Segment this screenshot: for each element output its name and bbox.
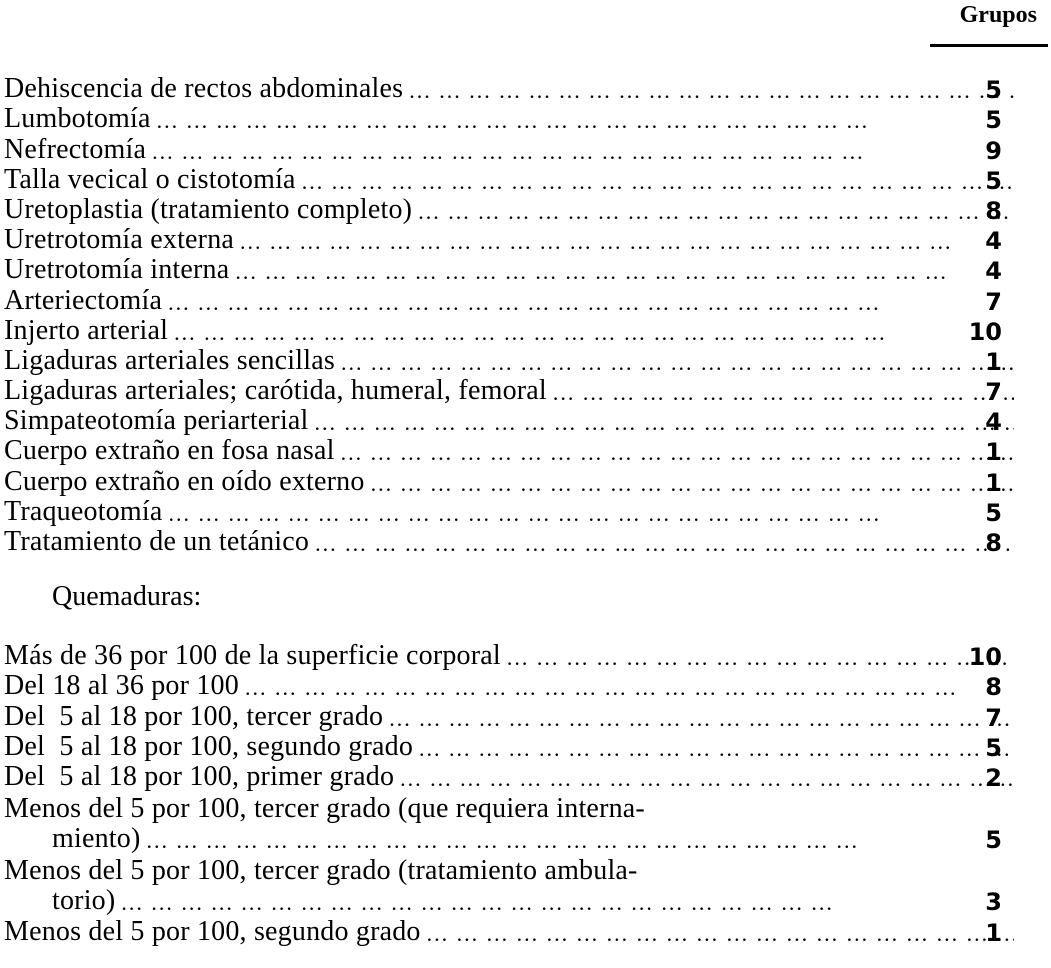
row-label: Simpateotomía periarterial (4, 405, 309, 437)
dot-leader (302, 166, 1014, 195)
row-label: Injerto arterial (4, 314, 169, 346)
row-grupo: 1 (985, 438, 1002, 467)
row-grupo: 4 (985, 408, 1002, 437)
row-grupo: 3 (985, 888, 1002, 917)
dot-leader (235, 259, 1014, 285)
dot-leader (371, 468, 1014, 497)
row-label: Uretrotomía interna (4, 254, 230, 286)
table-row (4, 732, 1044, 762)
row-label: Del 5 al 18 por 100, tercer grado (4, 700, 384, 732)
row-label: Nefrectomía (4, 133, 147, 165)
table-row (4, 701, 1044, 731)
header-rule (930, 44, 1048, 47)
dot-leader (168, 287, 1014, 316)
row-grupo: 9 (985, 136, 1002, 165)
row-label: Tratamiento de un tetánico (4, 526, 310, 557)
row-grupo: 5 (985, 733, 1002, 762)
dot-leader (341, 440, 1014, 466)
table-row (4, 165, 1044, 195)
dot-leader (341, 347, 1014, 376)
row-label: Del 18 al 36 por 100 (4, 670, 239, 702)
dot-leader (168, 498, 1014, 527)
table-row (4, 104, 1044, 134)
dot-leader (121, 890, 1014, 916)
row-grupo: 10 (968, 643, 1002, 672)
table-row (4, 225, 1044, 255)
table-row (4, 316, 1044, 346)
row-label-line1: Menos del 5 por 100, tercer grado (que requiera interna- (4, 792, 645, 824)
row-grupo: 5 (985, 498, 1002, 527)
table-row-wrapped-line (4, 792, 1044, 824)
table-row (4, 376, 1044, 406)
row-grupo: 1 (985, 918, 1002, 947)
row-label-line2: miento) (52, 823, 141, 855)
table-row (4, 886, 1044, 916)
row-grupo: 8 (985, 529, 1002, 557)
row-grupo: 4 (985, 227, 1002, 256)
dot-leader (157, 108, 1014, 134)
dot-leader (315, 410, 1014, 436)
row-grupo: 5 (985, 826, 1002, 855)
row-label: Menos del 5 por 100, segundo grado (4, 915, 421, 947)
table-row (4, 641, 1044, 671)
table-row (4, 762, 1044, 792)
row-grupo: 7 (985, 703, 1002, 732)
row-label: Ligaduras arteriales; carótida, humeral, femoral (4, 375, 547, 407)
table-row (4, 406, 1044, 436)
table-row (4, 285, 1044, 315)
table-row (4, 195, 1044, 225)
dot-leader (240, 229, 1014, 255)
row-label: Más de 36 por 100 de la superficie corporal (4, 640, 501, 672)
row-label: Uretoplastia (tratamiento completo) (4, 193, 413, 225)
table-row (4, 671, 1044, 701)
table-row (4, 466, 1044, 496)
row-grupo: 4 (985, 257, 1002, 286)
row-grupo: 7 (985, 378, 1002, 407)
table-row (4, 916, 1044, 946)
dot-leader (245, 675, 1014, 701)
table-row (4, 436, 1044, 466)
table-row (4, 346, 1044, 376)
row-label: Del 5 al 18 por 100, segundo grado (4, 730, 414, 762)
dot-leader (400, 763, 1014, 792)
dot-leader (147, 828, 1015, 854)
dot-leader (152, 136, 1014, 165)
table-row (4, 527, 1044, 557)
row-label-line2: torio) (52, 885, 116, 917)
row-label: Uretrotomía externa (4, 224, 235, 256)
dot-leader (389, 703, 1014, 732)
table-row (4, 134, 1044, 164)
row-grupo: 1 (985, 347, 1002, 376)
dot-leader (507, 645, 1014, 671)
row-label: Cuerpo extraño en oído externo (4, 465, 365, 497)
row-grupo: 7 (985, 287, 1002, 316)
row-label: Cuerpo extraño en fosa nasal (4, 435, 335, 467)
row-label: Dehiscencia de rectos abdominales (4, 73, 404, 105)
row-grupo: 5 (985, 166, 1002, 195)
row-grupo: 8 (985, 673, 1002, 702)
dot-leader (315, 531, 1014, 557)
row-grupo: 2 (985, 763, 1002, 792)
table-row (4, 497, 1044, 527)
row-label: Traqueotomía (4, 495, 163, 527)
table-row (4, 255, 1044, 285)
row-label: Lumbotomía (4, 103, 151, 135)
row-label: Arteriectomía (4, 284, 163, 316)
dot-leader (427, 918, 1014, 947)
section-heading-quemaduras: Quemaduras: (52, 581, 202, 612)
row-grupo: 5 (985, 106, 1002, 135)
column-header-grupos: Grupos (959, 2, 1037, 28)
row-grupo: 8 (985, 196, 1002, 225)
dot-leader (419, 733, 1014, 762)
row-label: Del 5 al 18 por 100, primer grado (4, 760, 395, 792)
dot-leader (174, 317, 1014, 346)
row-grupo: 10 (968, 317, 1002, 346)
dot-leader (418, 196, 1014, 225)
dot-leader (409, 78, 1014, 104)
table-row (4, 824, 1044, 854)
row-grupo: 1 (985, 468, 1002, 497)
row-label: Ligaduras arteriales sencillas (4, 344, 335, 376)
row-label-line1: Menos del 5 por 100, tercer grado (tratamiento ambula- (4, 855, 638, 887)
row-grupo: 5 (985, 76, 1002, 105)
row-label: Talla vecical o cistotomía (4, 163, 296, 195)
table-row (4, 74, 1044, 104)
table-row-wrapped-line (4, 854, 1044, 886)
procedure-table (4, 74, 1044, 947)
